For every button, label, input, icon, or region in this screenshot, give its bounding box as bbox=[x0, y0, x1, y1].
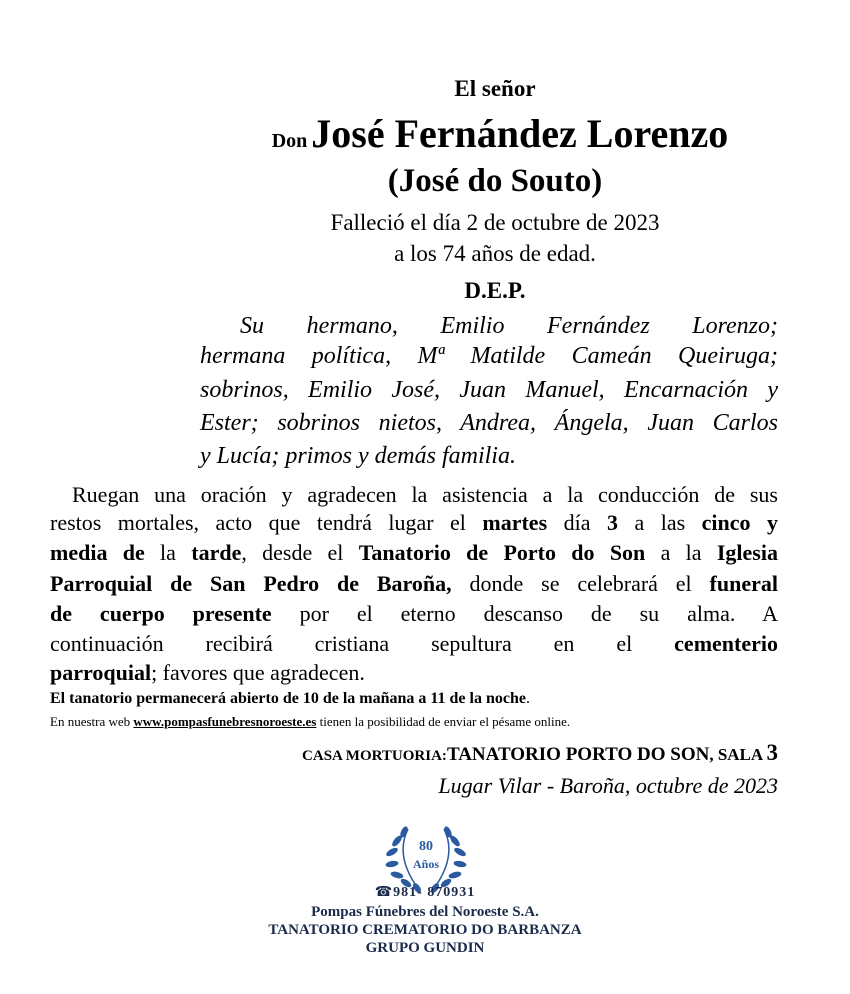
web-notice: En nuestra web www.pompasfunebresnoroeste.es tienen la posibilidad de enviar el pésame online. bbox=[50, 714, 571, 729]
group-name: GRUPO GUNDIN bbox=[365, 940, 485, 956]
deceased-name-line bbox=[180, 110, 820, 157]
place-date: Lugar Vilar - Baroña, octubre de 2023 bbox=[438, 773, 778, 798]
room-number: 3 bbox=[766, 740, 778, 765]
crematorium-name: TANATORIO CREMATORIO DO BARBANZA bbox=[268, 922, 582, 938]
website-link[interactable]: www.pompasfunebresnoroeste.es bbox=[133, 714, 317, 729]
salutation: El señor bbox=[454, 76, 536, 101]
ceremony-line: Parroquial de San Pedro de Baroña, donde se celebrará el funeral bbox=[50, 571, 778, 596]
deceased-nickname: (José do Souto) bbox=[387, 163, 603, 199]
funeral-home-place: TANATORIO PORTO DO SON bbox=[446, 744, 710, 765]
ceremony-line: continuación recibirá cristiana sepultura en el cementerio bbox=[50, 631, 778, 656]
family-line: hermana política, Mª Matilde Cameán Queiruga; bbox=[200, 343, 778, 369]
opening-hours: El tanatorio permanecerá abierto de 10 de la mañana a 11 de la noche. bbox=[50, 690, 530, 707]
funeral-home: CASA MORTUORIA:TANATORIO PORTO DO SON, SALA 3 bbox=[302, 740, 778, 765]
company-name: Pompas Fúnebres del Noroeste S.A. bbox=[311, 904, 539, 920]
family-line: Su hermano, Emilio Fernández Lorenzo; bbox=[240, 313, 778, 339]
ceremony-line: parroquial; favores que agradecen. bbox=[50, 660, 365, 685]
phone-line bbox=[300, 884, 550, 901]
family-line: Ester; sobrinos nietos, Andrea, Ángela, Juan Carlos bbox=[200, 410, 778, 436]
family-line: sobrinos, Emilio José, Juan Manuel, Encarnación y bbox=[200, 377, 778, 403]
phone-number: 981- 870931 bbox=[393, 885, 476, 900]
deceased-name: José Fernández Lorenzo bbox=[311, 111, 729, 156]
title-prefix: Don bbox=[271, 130, 308, 152]
age: a los 74 años de edad. bbox=[394, 241, 596, 266]
ceremony-line: restos mortales, acto que tendrá lugar el martes día 3 a las cinco y bbox=[50, 510, 778, 535]
rip: D.E.P. bbox=[464, 278, 526, 303]
ceremony-line: de cuerpo presente por el eterno descanso de su alma. A bbox=[50, 601, 778, 626]
death-date: Falleció el día 2 de octubre de 2023 bbox=[330, 210, 660, 235]
ceremony-line: Ruegan una oración y agradecen la asistencia a la conducción de sus bbox=[72, 482, 778, 507]
logo-years: Años bbox=[412, 857, 440, 871]
ceremony-line: media de la tarde, desde el Tanatorio de Porto do Son a la Iglesia bbox=[50, 540, 778, 565]
logo-number: 80 bbox=[419, 839, 433, 854]
funeral-home-label: CASA MORTUORIA: bbox=[302, 748, 447, 764]
phone-icon: ☎ bbox=[374, 884, 394, 900]
family-line: y Lucía; primos y demás familia. bbox=[200, 443, 516, 469]
